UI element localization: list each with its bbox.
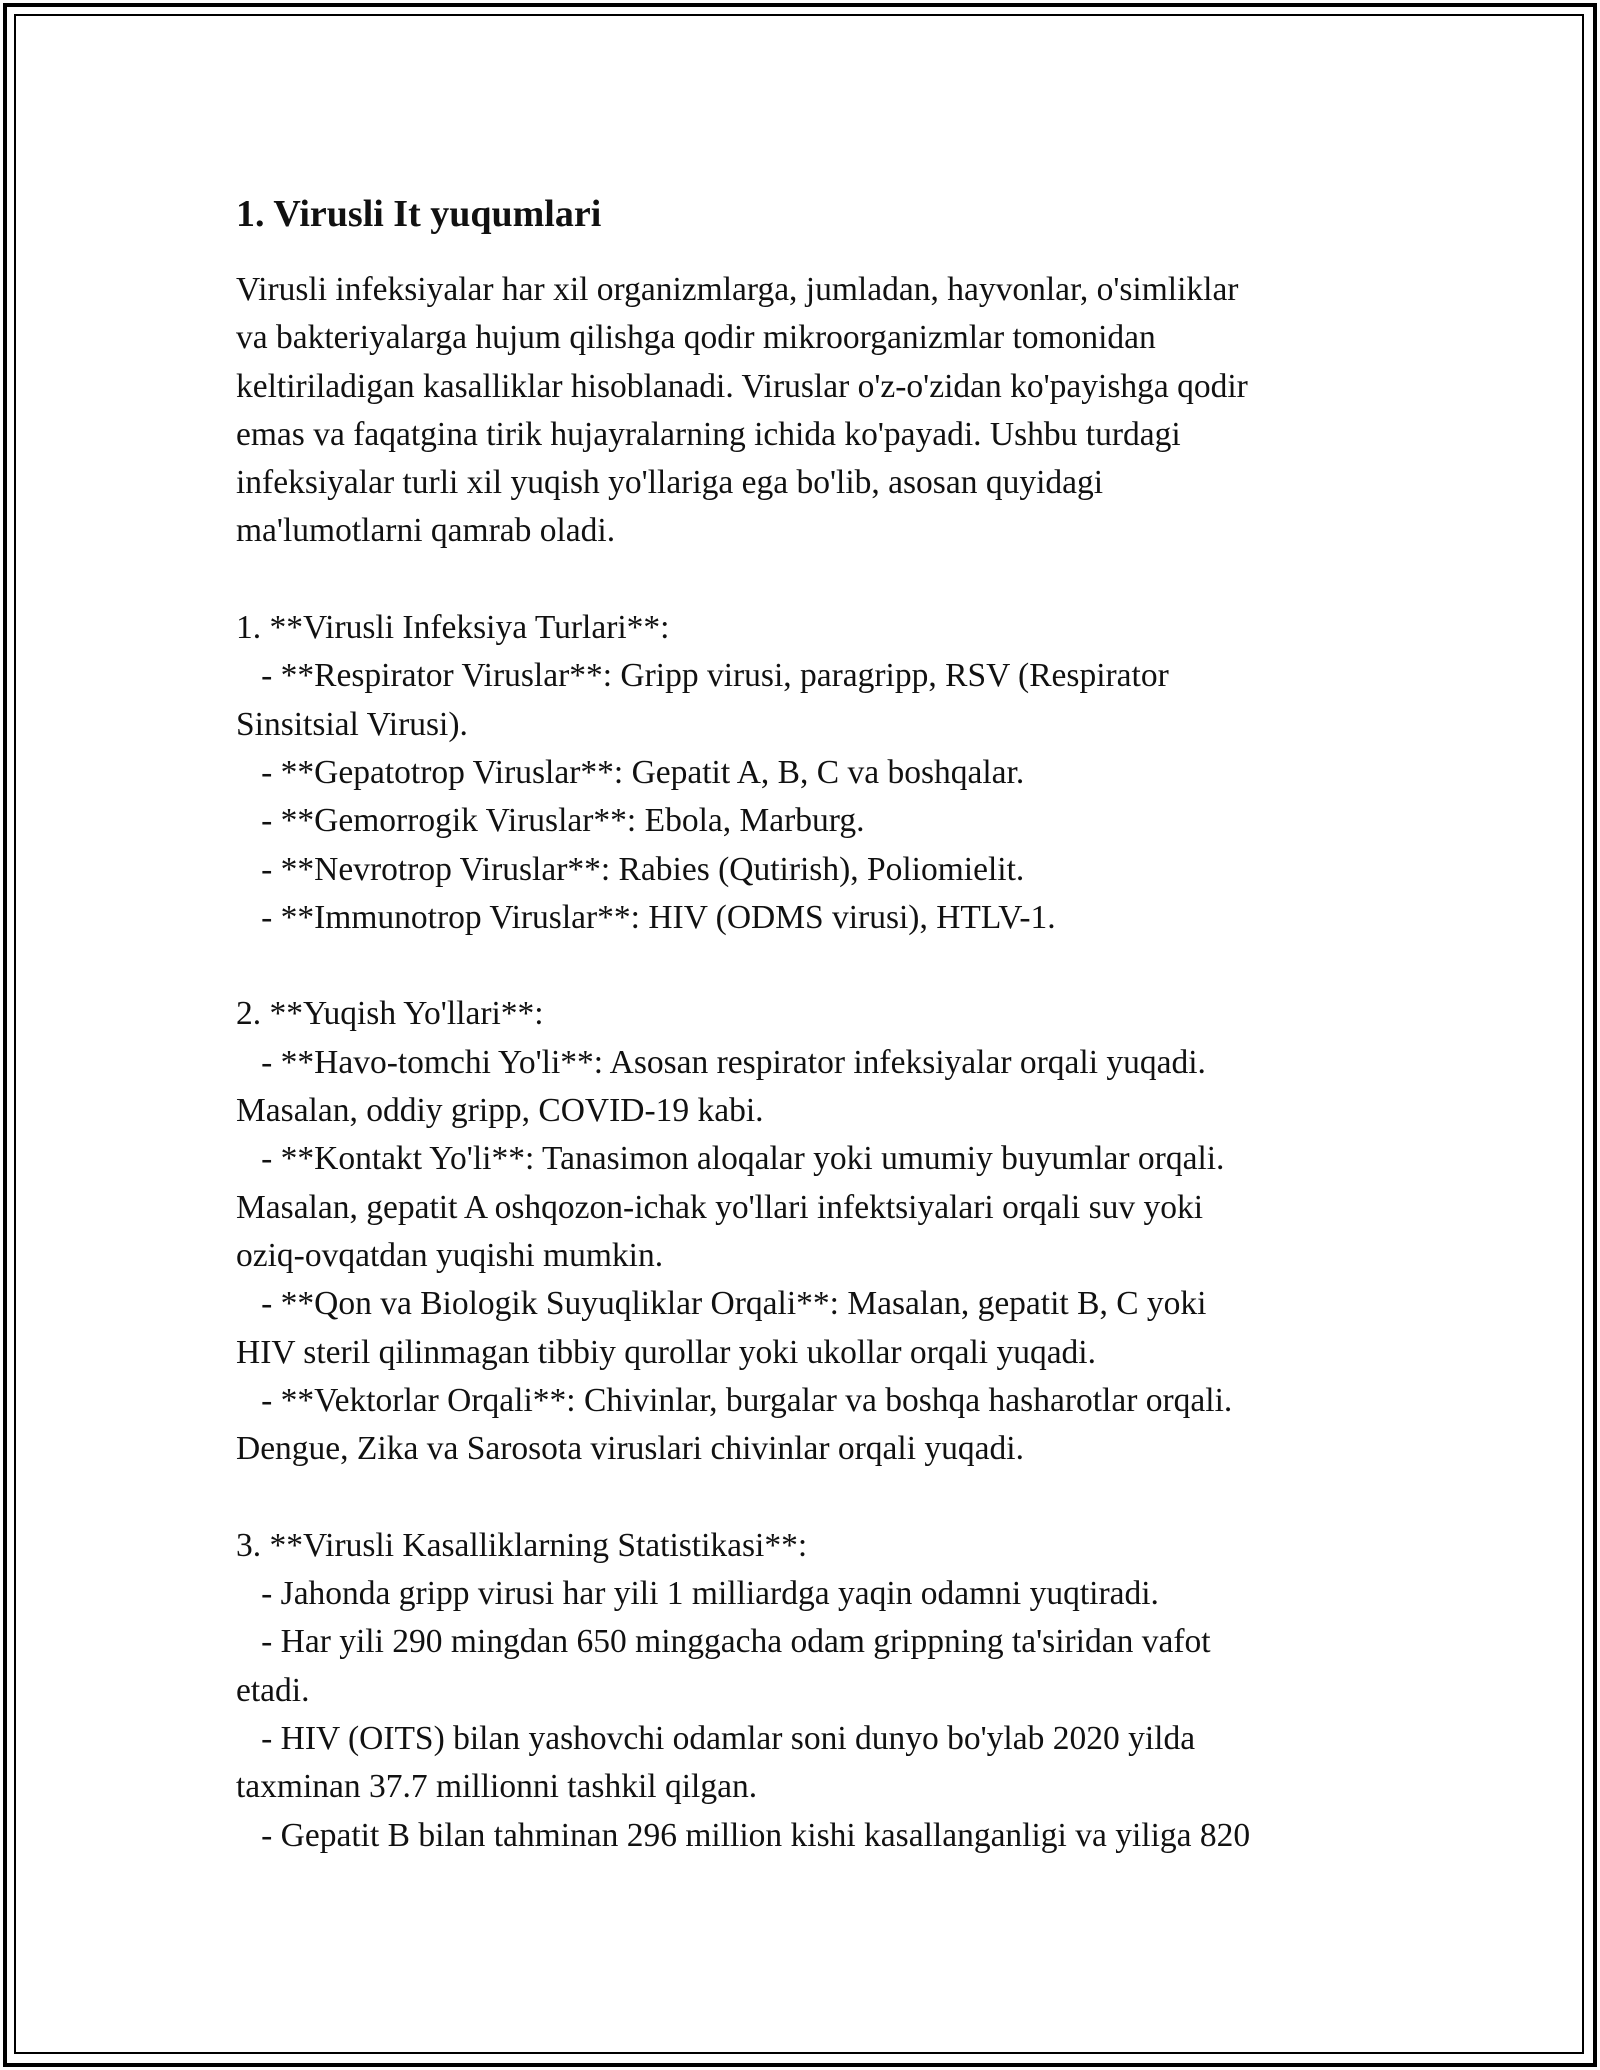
- document-content: [236, 180, 1356, 1860]
- document-body: Virusli infeksiyalar har xil organizmlarga, jumladan, hayvonlar, o'simliklar va bakteriyalarga hujum qilishga qodir mikroorganizmlar tomonidan keltiriladigan kasalliklar hisoblanadi. Viruslar o'z-o'zidan ko'payishga qodir emas va faqatgina tirik hujayralarning ichida ko'payadi. Ushbu turdagi infeksiyalar turli xil yuqish yo'llariga ega bo'lib, asosan quyidagi ma'lumotlarni qamrab oladi. 1. **Virusli Infeksiya Turlari**: - **Respirator Viruslar**: Gripp virusi, paragripp, RSV (Respirator Sinsitsial Virusi). - **Gepatotrop Viruslar**: Gepatit A, B, C va boshqalar. - **Gemorrogik Viruslar**: Ebola, Marburg. - **Nevrotrop Viruslar**: Rabies (Qutirish), Poliomielit. - **Immunotrop Viruslar**: HIV (ODMS virusi), HTLV-1. 2. **Yuqish Yo'llari**: - **Havo-tomchi Yo'li**: Asosan respirator infeksiyalar orqali yuqadi. Masalan, oddiy gripp, COVID-19 kabi. - **Kontakt Yo'li**: Tanasimon aloqalar yoki umumiy buyumlar orqali. Masalan, gepatit A oshqozon-ichak yo'llari infektsiyalari orqali suv yoki oziq-ovqatdan yuqishi mumkin. - **Qon va Biologik Suyuqliklar Orqali**: Masalan, gepatit B, C yoki HIV steril qilinmagan tibbiy qurollar yoki ukollar orqali yuqadi. - **Vektorlar Orqali**: Chivinlar, burgalar va boshqa hasharotlar orqali. Dengue, Zika va Sarosota viruslari chivinlar orqali yuqadi. 3. **Virusli Kasalliklarning Statistikasi**: - Jahonda gripp virusi har yili 1 milliardga yaqin odamni yuqtiradi. - Har yili 290 mingdan 650 minggacha odam grippning ta'siridan vafot etadi. - HIV (OITS) bilan yashovchi odamlar soni dunyo bo'ylab 2020 yilda taxminan 37.7 millionni tashkil qilgan. - Gepatit B bilan tahminan 296 million kishi kasallanganligi va yiliga 820: [236, 271, 1251, 1854]
- document-title: 1. Virusli It yuqumlari: [236, 193, 602, 235]
